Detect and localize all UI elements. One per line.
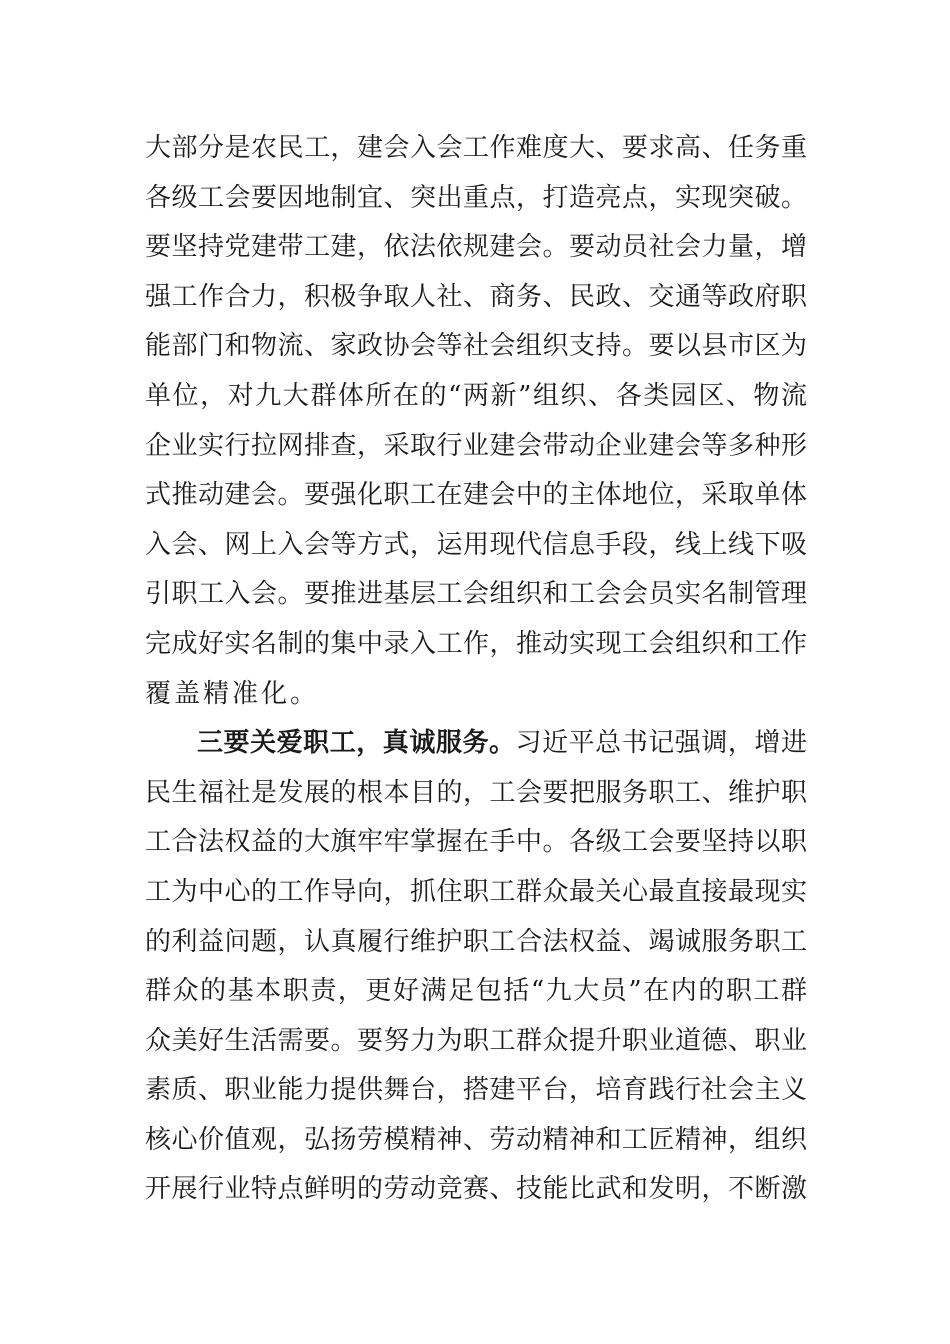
text-line: 引职工入会。要推进基层工会组织和工会会员实名制管理	[145, 579, 807, 610]
text-line: 的利益问题，认真履行维护职工合法权益、竭诚服务职工	[145, 926, 807, 957]
document-page	[145, 124, 807, 1215]
text-line-first	[145, 719, 807, 769]
text-line: 核心价值观，弘扬劳模精神、劳动精神和工匠精神，组织	[145, 1124, 807, 1155]
text-line: 工为中心的工作导向，抓住职工群众最关心最直接最现实	[145, 876, 807, 907]
text-line: 大部分是农民工，建会入会工作难度大、要求高、任务重	[145, 133, 807, 163]
paragraph-2	[145, 719, 807, 1215]
text-line: 完成好实名制的集中录入工作，推动实现工会组织和工作	[145, 628, 807, 659]
paragraph-1	[145, 124, 807, 719]
text-line: 强工作合力，积极争取人社、商务、民政、交通等政府职	[145, 281, 807, 312]
text-line: 素质、职业能力提供舞台，搭建平台，培育践行社会主义	[145, 1075, 807, 1106]
text-line: 式推动建会。要强化职工在建会中的主体地位，采取单体	[145, 480, 807, 511]
text-line: 企业实行拉网排查，采取行业建会带动企业建会等多种形	[145, 430, 807, 461]
text-line: 单位，对九大群体所在的“两新”组织、各类园区、物流	[145, 380, 807, 411]
text-line: 民生福社是发展的根本目的，工会要把服务职工、维护职	[145, 777, 807, 808]
text-line: 覆盖精准化。	[145, 678, 320, 709]
text-line-rest: 习近平总书记强调，增进	[515, 728, 807, 759]
text-line: 能部门和物流、家政协会等社会组织支持。要以县市区为	[145, 331, 807, 362]
text-line: 众美好生活需要。要努力为职工群众提升职业道德、职业	[145, 1025, 807, 1056]
text-line: 要坚持党建带工建，依法依规建会。要动员社会力量，增	[145, 232, 807, 263]
text-line: 入会、网上入会等方式，运用现代信息手段，线上线下吸	[145, 529, 807, 560]
text-line: 群众的基本职责，更好满足包括“九大员”在内的职工群	[145, 976, 807, 1007]
text-line: 工合法权益的大旗牢牢掌握在手中。各级工会要坚持以职	[145, 827, 807, 858]
text-line: 开展行业特点鲜明的劳动竞赛、技能比武和发明，不断激	[145, 1174, 807, 1205]
paragraph-lead-heading: 三要关爱职工，真诚服务。	[197, 728, 516, 759]
text-line: 各级工会要因地制宜、突出重点，打造亮点，实现突破。	[145, 182, 807, 213]
